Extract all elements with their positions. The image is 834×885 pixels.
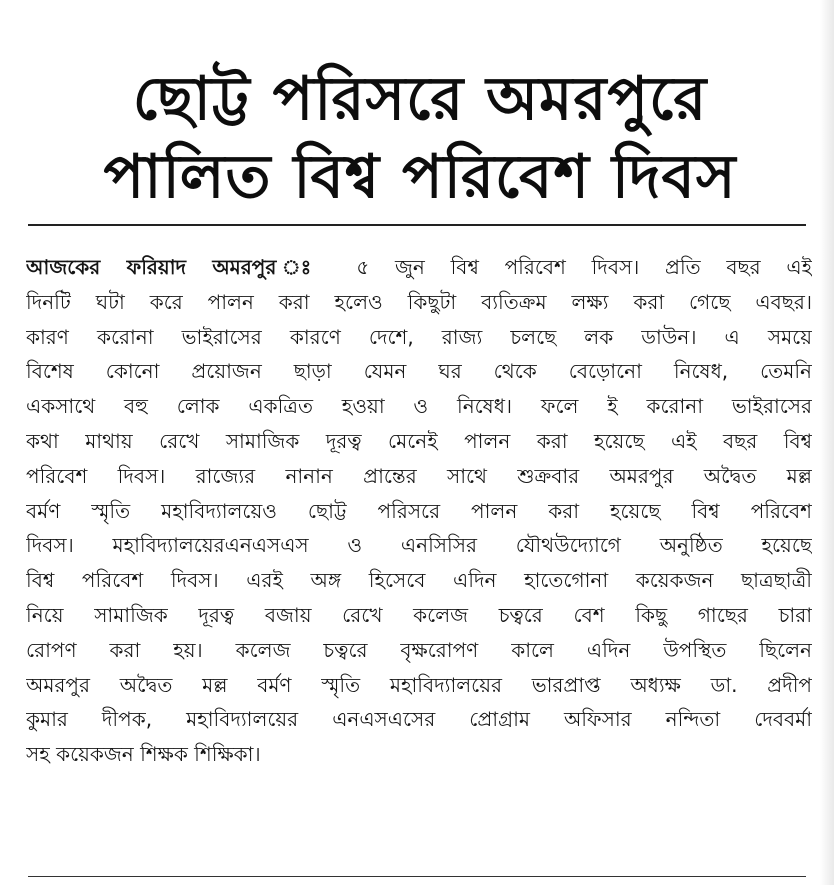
headline-divider [28,224,806,226]
article-line: পরিবেশ দিবস। রাজ্যের নানান প্রান্তের সাথে শুক্রবার অমরপুর অদ্বৈত মল্ল [26,463,812,488]
article-line: কুমার দীপক, মহাবিদ্যালয়ের এনএসএসের প্রোগ্রাম অফিসার নন্দিতা দেববর্মা [26,707,812,732]
article-line: রোপণ করা হয়। কলেজ চত্বরে বৃক্ষরোপণ কালে এদিন উপস্থিত ছিলেন [26,637,812,662]
article-line [26,250,812,285]
headline-line-1: ছোট্ট পরিসরে অমরপুরে [132,64,708,135]
article-line: কথা মাথায় রেখে সামাজিক দূরত্ব মেনেই পালন করা হয়েছে এই বছর বিশ্ব [26,428,812,453]
bottom-divider [28,876,806,877]
article-line: বিশ্ব পরিবেশ দিবস। এরই অঙ্গ হিসেবে এদিন হাতেগোনা কয়েকজন ছাত্রছাত্রী [26,568,812,593]
page-edge-shadow [820,0,834,885]
article-line: নিয়ে সামাজিক দূরত্ব বজায় রেখে কলেজ চত্বরে বেশ কিছু গাছের চারা [26,602,812,627]
headline-line-2: পালিত বিশ্ব পরিবেশ দিবস [103,142,737,213]
headline [30,60,810,216]
article-line: দিবস। মহাবিদ্যালয়েরএনএসএস ও এনসিসির যৌথউদ্যোগে অনুষ্ঠিত হয়েছে [26,533,812,558]
article-line: অমরপুর অদ্বৈত মল্ল বর্মণ স্মৃতি মহাবিদ্যালয়ের ভারপ্রাপ্ত অধ্যক্ষ ডা. প্রদীপ [26,672,812,697]
article-body [26,250,812,772]
article-line: বর্মণ স্মৃতি মহাবিদ্যালয়েও ছোট্ট পরিসরে পালন করা হয়েছে বিশ্ব পরিবেশ [26,498,812,523]
article-line-text: ৫ জুন বিশ্ব পরিবেশ দিবস। প্রতি বছর এই [330,255,812,279]
article-line: কারণ করোনা ভাইরাসের কারণে দেশে, রাজ্য চলছে লক ডাউন। এ সময়ে [26,324,812,349]
article-line: দিনটি ঘটা করে পালন করা হলেও কিছুটা ব্যতিক্রম লক্ষ্য করা গেছে এবছর। [26,289,812,314]
article-line: বিশেষ কোনো প্রয়োজন ছাড়া যেমন ঘর থেকে বেড়োনো নিষেধ, তেমনি [26,359,812,384]
article-line: সহ কয়েকজন শিক্ষক শিক্ষিকা। [26,742,261,767]
article-line: একসাথে বহু লোক একত্রিত হওয়া ও নিষেধ। ফলে ই করোনা ভাইরাসের [26,394,812,419]
dateline: আজকের ফরিয়াদ অমরপুর ঃ [26,255,331,279]
